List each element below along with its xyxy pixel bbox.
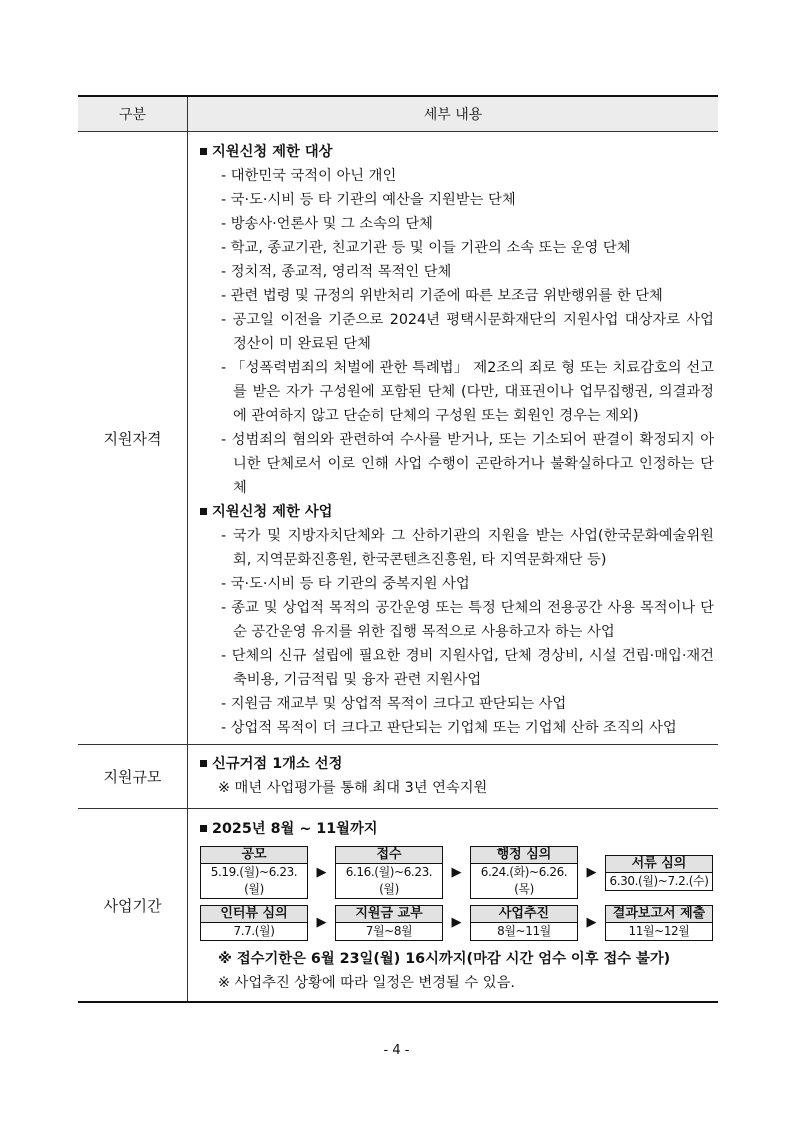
arrow-right-icon: ▶	[586, 864, 597, 880]
list-item: - 방송사·언론사 및 그 소속의 단체	[221, 216, 433, 232]
period-content	[188, 809, 719, 1003]
eligibility-row	[78, 132, 718, 745]
list-item: - 국가 및 지방자치단체와 그 산하기관의 지원을 받는 사업(한국문화예술위원회, 지역문화진흥원, 한국콘텐츠진흥원, 타 지역문화재단 등)	[221, 528, 714, 568]
schedule-step: 지원금 교부 7월~8월	[335, 905, 443, 941]
list-item: - 정치적, 종교적, 영리적 목적인 단체	[221, 264, 452, 280]
scale-content	[188, 745, 719, 809]
square-bullet-icon	[200, 825, 207, 832]
scale-note: ※ 매년 사업평가를 통해 최대 3년 연속지원	[218, 780, 488, 796]
list-item: - 종교 및 상업적 목적의 공간운영 또는 특정 단체의 전용공간 사용 목적이나 단순 공간운영 유지를 위한 집행 목적으로 사용하고자 하는 사업	[221, 600, 714, 640]
restricted-applicants-title: 지원신청 제한 대상	[200, 140, 714, 164]
arrow-right-icon: ▶	[451, 864, 462, 880]
square-bullet-icon	[200, 760, 207, 767]
schedule-step: 접수 6.16.(월)~6.23.(월)	[335, 846, 443, 899]
schedule-flow	[200, 846, 714, 941]
scale-title: 신규거점 1개소 선정	[200, 752, 714, 776]
eligibility-content	[188, 132, 719, 745]
header-category: 구분	[78, 96, 188, 132]
scale-row	[78, 745, 718, 809]
schedule-step: 사업추진 8월~11월	[470, 905, 578, 941]
period-label: 사업기간	[78, 809, 188, 1003]
square-bullet-icon	[200, 148, 207, 155]
list-item: - 단체의 신규 설립에 필요한 경비 지원사업, 단체 경상비, 시설 건립·매입·재건축비용, 기금적립 및 융자 관련 지원사업	[221, 648, 714, 688]
restricted-projects-title: 지원신청 제한 사업	[200, 500, 714, 524]
list-item: - 관련 법령 및 규정의 위반처리 기준에 따른 보조금 위반행위를 한 단체	[221, 288, 663, 304]
schedule-step: 서류 심의 6.30.(월)~7.2.(수)	[605, 855, 713, 891]
guideline-table	[78, 95, 718, 1003]
deadline-note: ※ 접수기한은 6월 23일(월) 16시까지(마감 시간 엄수 이후 접수 불가)	[218, 951, 671, 967]
schedule-step: 공모 5.19.(월)~6.23.(월)	[200, 846, 308, 899]
schedule-step: 결과보고서 제출 11월~12월	[605, 905, 713, 941]
period-title: 2025년 8월 ~ 11월까지	[200, 817, 714, 841]
list-item: - 공고일 이전을 기준으로 2024년 평택시문화재단의 지원사업 대상자로 사업 정산이 미 완료된 단체	[221, 312, 714, 352]
list-item: - 「성폭력범죄의 처벌에 관한 특례법」 제2조의 죄로 형 또는 치료감호의 선고를 받은 자가 구성원에 포함된 단체 (다만, 대표권이나 업무집행권, 의결과정에 관여하지 않고 단순히 단체의 구성원 또는 회원인 경우는 제외)	[221, 360, 714, 424]
page-number: - 4 -	[383, 1043, 410, 1058]
schedule-row-1	[200, 846, 714, 899]
eligibility-label: 지원자격	[78, 132, 188, 745]
arrow-right-icon: ▶	[316, 915, 327, 930]
schedule-step: 행정 심의 6.24.(화)~6.26.(목)	[470, 846, 578, 899]
arrow-right-icon: ▶	[586, 915, 597, 930]
list-item: - 국·도·시비 등 타 기관의 중복지원 사업	[221, 576, 470, 592]
schedule-change-note: ※ 사업추진 상황에 따라 일정은 변경될 수 있음.	[218, 975, 515, 991]
list-item: - 상업적 목적이 더 크다고 판단되는 기업체 또는 기업체 산하 조직의 사업	[221, 720, 677, 736]
arrow-right-icon: ▶	[451, 915, 462, 930]
list-item: - 국·도·시비 등 타 기관의 예산을 지원받는 단체	[221, 192, 516, 208]
list-item: - 학교, 종교기관, 친교기관 등 및 이들 기관의 소속 또는 운영 단체	[221, 240, 631, 256]
arrow-right-icon: ▶	[316, 864, 327, 880]
scale-label: 지원규모	[78, 745, 188, 809]
schedule-row-2	[200, 905, 714, 941]
list-item: - 대한민국 국적이 아닌 개인	[221, 168, 397, 184]
list-item: - 성범죄의 혐의와 관련하여 수사를 받거나, 또는 기소되어 판결이 확정되지 아니한 단체로서 이로 인해 사업 수행이 곤란하거나 불확실하다고 인정하는 단체	[221, 432, 714, 496]
list-item: - 지원금 재교부 및 상업적 목적이 크다고 판단되는 사업	[221, 696, 567, 712]
schedule-step: 인터뷰 심의 7.7.(월)	[200, 905, 308, 941]
period-row	[78, 809, 718, 1003]
table-header-row	[78, 96, 718, 132]
square-bullet-icon	[200, 508, 207, 515]
header-details: 세부 내용	[188, 96, 719, 132]
